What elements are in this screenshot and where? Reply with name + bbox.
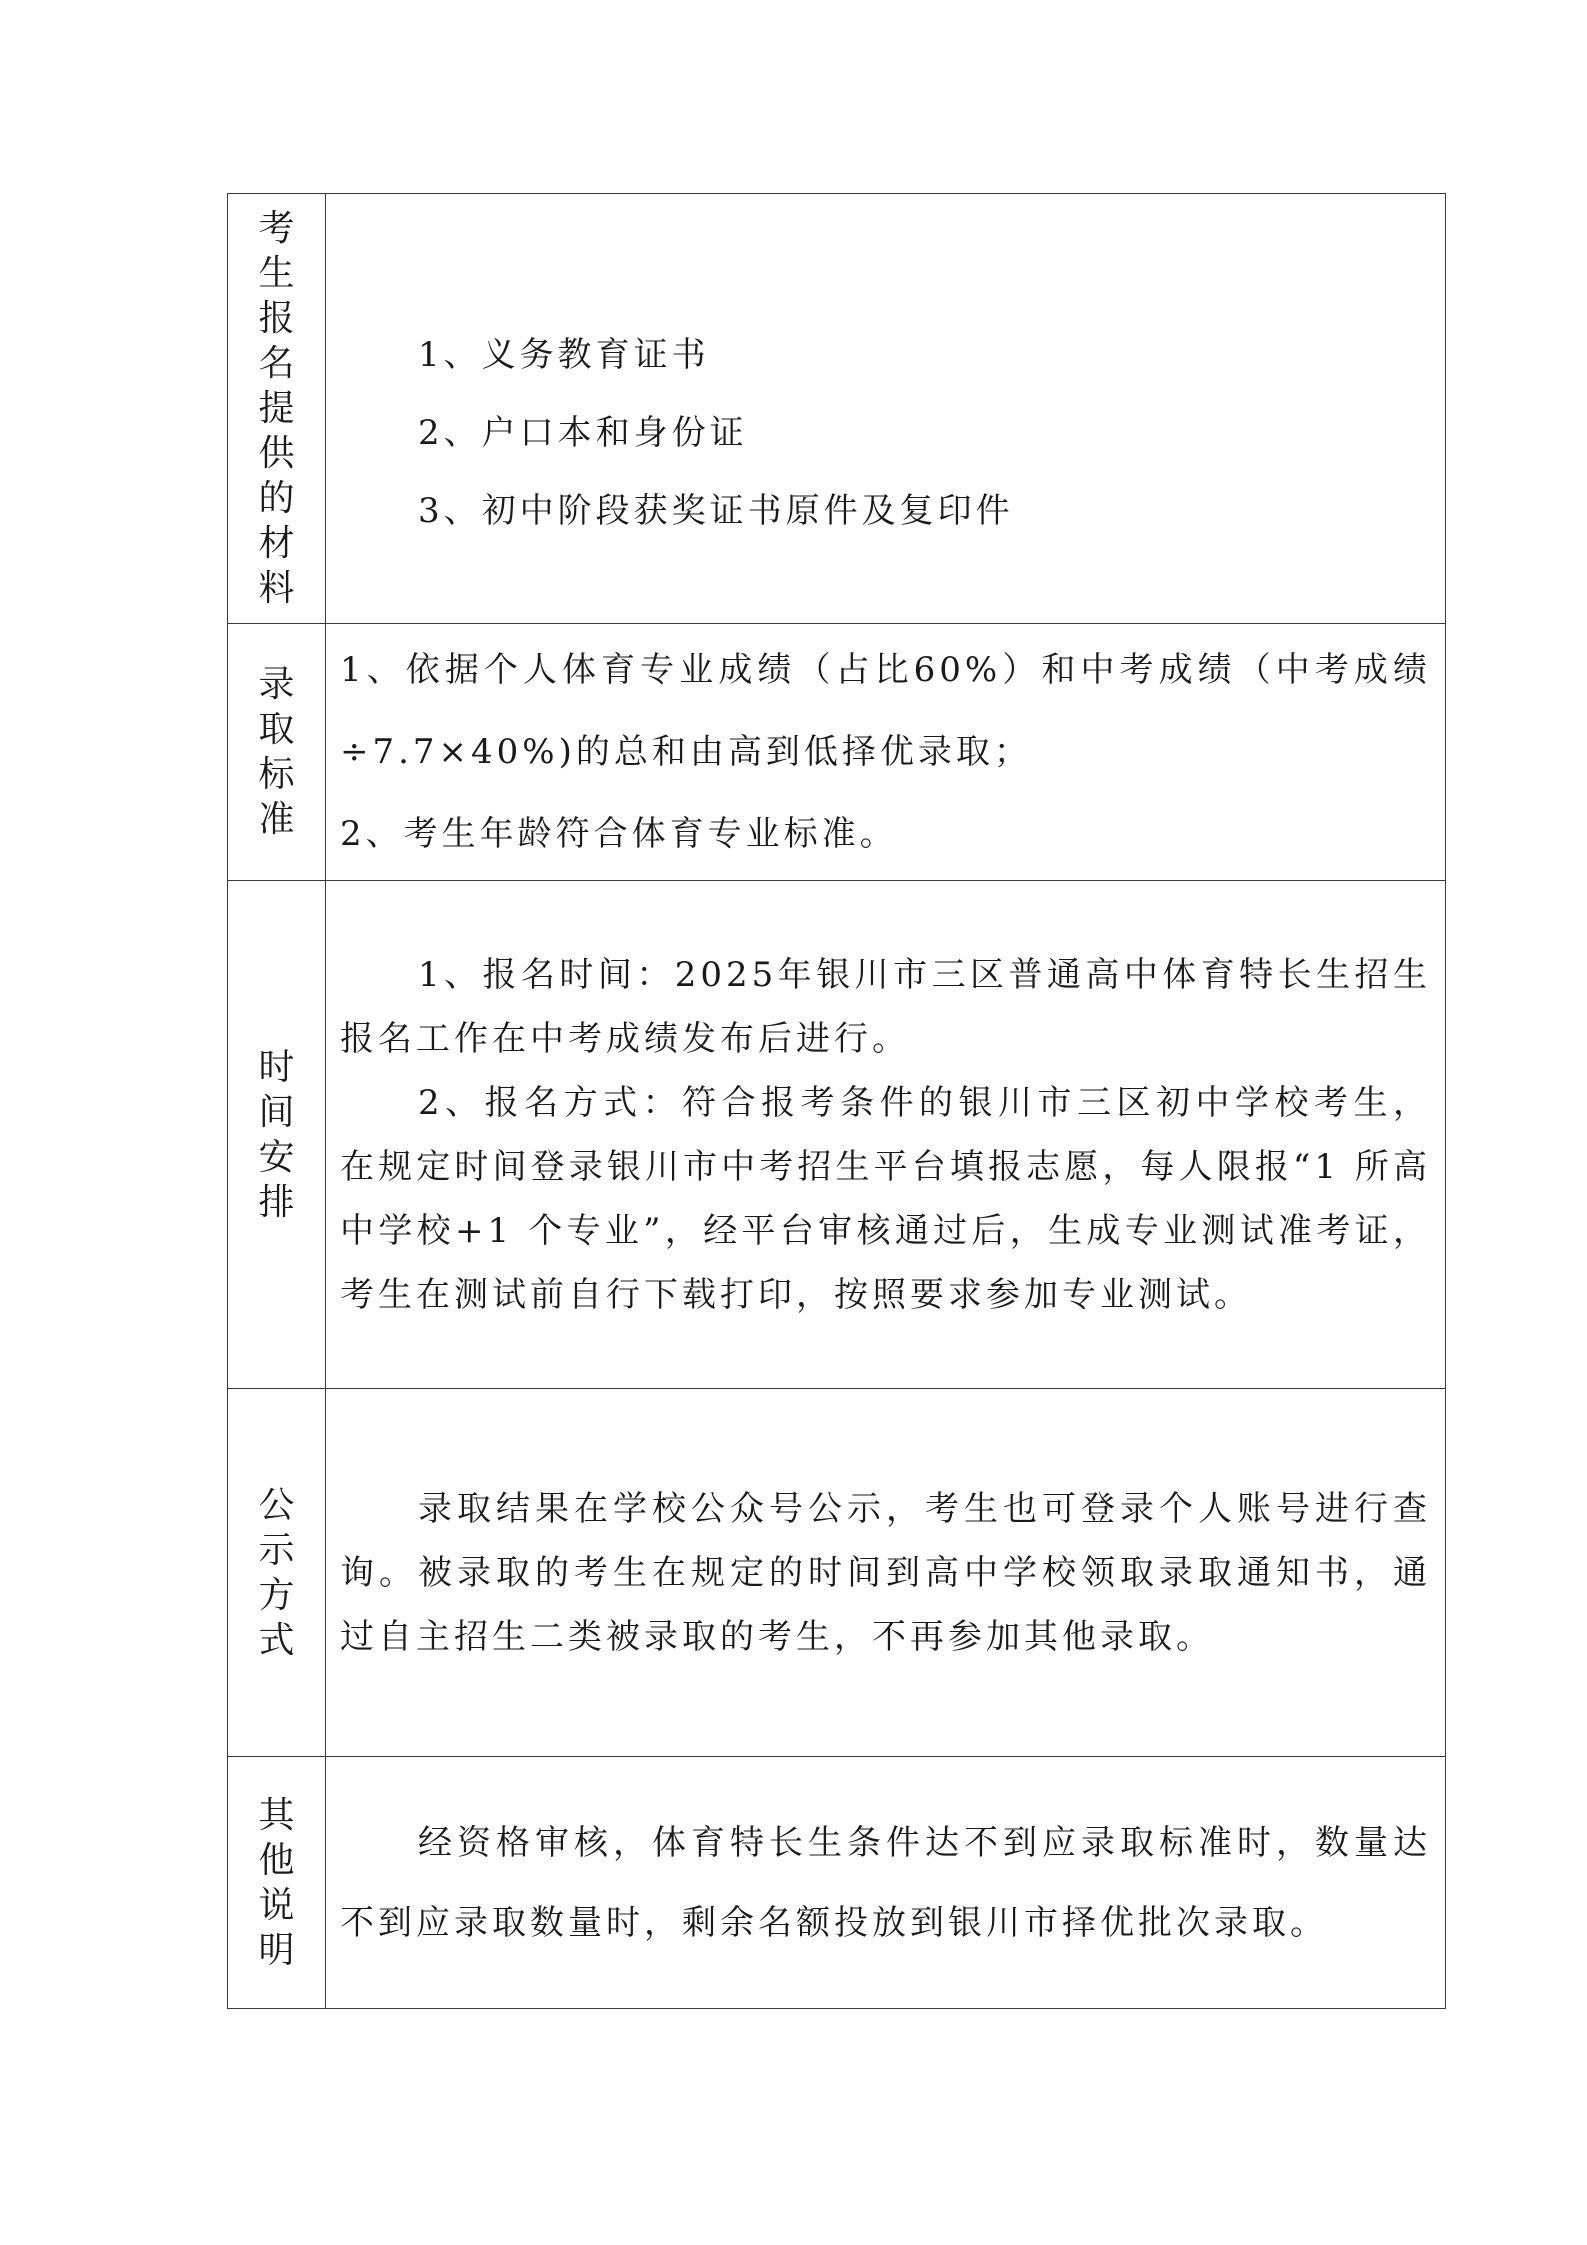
row-label-standard: 录取标准 bbox=[258, 664, 295, 840]
row-label-schedule: 时间安排 bbox=[258, 1046, 295, 1223]
row-content-cell bbox=[326, 624, 1446, 881]
table-row-publicity bbox=[228, 1389, 1446, 1757]
row-label-cell bbox=[228, 1757, 326, 2009]
row-label-cell bbox=[228, 881, 326, 1389]
row-label-publicity: 公示方式 bbox=[258, 1484, 295, 1661]
row-label-cell bbox=[228, 194, 326, 624]
standard-item-1: 1、依据个人体育专业成绩（占比60%）和中考成绩（中考成绩÷7.7×40%)的总和由高到低择优录取； bbox=[340, 650, 1431, 772]
row-content-cell bbox=[326, 194, 1446, 624]
row-label-cell bbox=[228, 624, 326, 881]
row-label-cell bbox=[228, 1389, 326, 1757]
schedule-item-2: 2、报名方式：符合报考条件的银川市三区初中学校考生，在规定时间登录银川市中考招生平台填报志愿，每人限报“1 所高中学校+1 个专业”，经平台审核通过后，生成专业测试准考证，考生在测试前自行下载打印，按照要求参加专业测试。 bbox=[340, 1082, 1431, 1315]
table-row-materials bbox=[228, 194, 1446, 624]
publicity-text: 录取结果在学校公众号公示，考生也可登录个人账号进行查询。被录取的考生在规定的时间到高中学校领取录取通知书，通过自主招生二类被录取的考生，不再参加其他录取。 bbox=[340, 1488, 1431, 1657]
materials-item-1: 1、义务教育证书 bbox=[418, 334, 710, 375]
table-row-schedule bbox=[228, 881, 1446, 1389]
row-label-other: 其他说明 bbox=[258, 1794, 295, 1971]
row-content-cell bbox=[326, 881, 1446, 1389]
table-row-other bbox=[228, 1757, 1446, 2009]
other-text: 经资格审核，体育特长生条件达不到应录取标准时，数量达不到应录取数量时，剩余名额投放到银川市择优批次录取。 bbox=[340, 1822, 1431, 1943]
materials-item-3: 3、初中阶段获奖证书原件及复印件 bbox=[418, 490, 1014, 531]
row-content-cell bbox=[326, 1389, 1446, 1757]
schedule-item-1: 1、报名时间：2025年银川市三区普通高中体育特长生招生报名工作在中考成绩发布后进行。 bbox=[340, 954, 1431, 1059]
materials-item-2: 2、户口本和身份证 bbox=[418, 412, 748, 453]
standard-item-2: 2、考生年龄符合体育专业标准。 bbox=[340, 814, 898, 854]
admission-info-table bbox=[227, 193, 1446, 2009]
row-content-cell bbox=[326, 1757, 1446, 2009]
table-row-standard bbox=[228, 624, 1446, 881]
row-label-materials: 考生报名提供的材料 bbox=[258, 208, 295, 609]
